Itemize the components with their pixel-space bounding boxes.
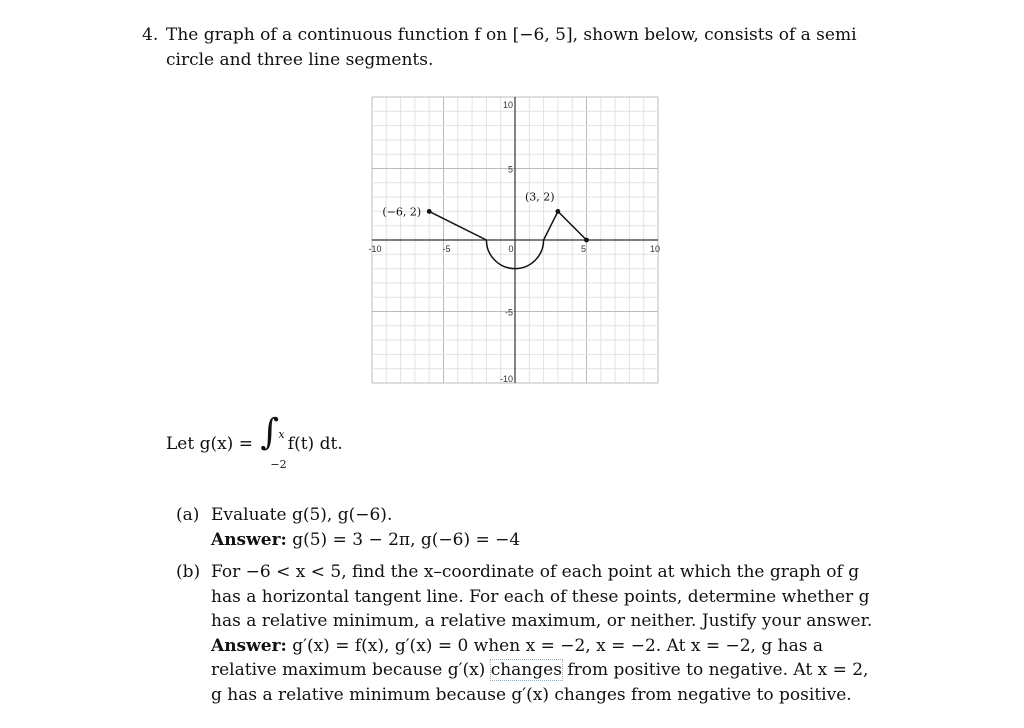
part-a [176, 503, 880, 552]
integral-upper-limit: x [278, 427, 285, 441]
part-b-question: For −6 < x < 5, find the x–coordinate of each point at which the graph of g has a horizontal tangent line. For each of these points, determine whether g has a relative minimum, a relative maximum, or neither. Justify your answer. [211, 562, 873, 631]
point-label-right: (3, 2) [525, 190, 555, 204]
x-tick-label: 0 [508, 244, 514, 254]
part-b-answer-post: from positive to negative. At x = 2, g has a relative minimum because g′(x) changes from negative to positive. [211, 660, 869, 705]
part-b-label: (b) [176, 562, 201, 582]
part-b [176, 560, 880, 707]
part-a-answer-text: g(5) = 3 − 2π, g(−6) = −4 [292, 529, 521, 550]
function-graph [368, 95, 668, 387]
part-a-answer-label: Answer: [211, 529, 287, 550]
x-tick-label: 10 [649, 244, 661, 254]
endpoint [427, 209, 432, 214]
y-tick-label: 10 [502, 100, 513, 110]
part-a-answer [211, 528, 880, 553]
let-prefix: Let g(x) = [166, 434, 253, 454]
part-a-label: (a) [176, 505, 200, 525]
y-tick-label: -5 [504, 307, 513, 318]
problem-line-2: circle and three line segments. [166, 50, 434, 70]
x-tick-label: -10 [368, 244, 382, 254]
endpoint [584, 238, 589, 243]
problem-number: 4. [142, 25, 159, 45]
x-tick-label: 5 [580, 244, 587, 254]
definition-g [166, 411, 343, 471]
integrand: f(t) dt. [287, 434, 343, 454]
integral-lower-limit: −2 [270, 457, 287, 471]
x-tick-label: -5 [442, 244, 451, 254]
problem-parts [176, 503, 880, 715]
endpoint [556, 209, 561, 214]
part-b-answer [211, 634, 880, 708]
integral-sign: ∫ x −2 [258, 433, 282, 457]
part-b-answer-highlight[interactable]: changes [490, 660, 562, 680]
problem-statement [142, 23, 882, 73]
part-b-answer-label: Answer: [211, 635, 287, 656]
y-tick-label: 5 [507, 164, 513, 175]
problem-line-1: The graph of a continuous function f on [−6, 5], shown below, consists of a semi [166, 25, 857, 45]
y-tick-label: -10 [499, 374, 513, 384]
point-label-left: (−6, 2) [382, 205, 422, 219]
part-b-answer-pre: g′(x) = f(x), g′(x) = 0 when x = −2, x = −2. At x = −2, g has a relative maximum because g′(x) [211, 635, 823, 680]
part-a-question: Evaluate g(5), g(−6). [211, 505, 393, 525]
